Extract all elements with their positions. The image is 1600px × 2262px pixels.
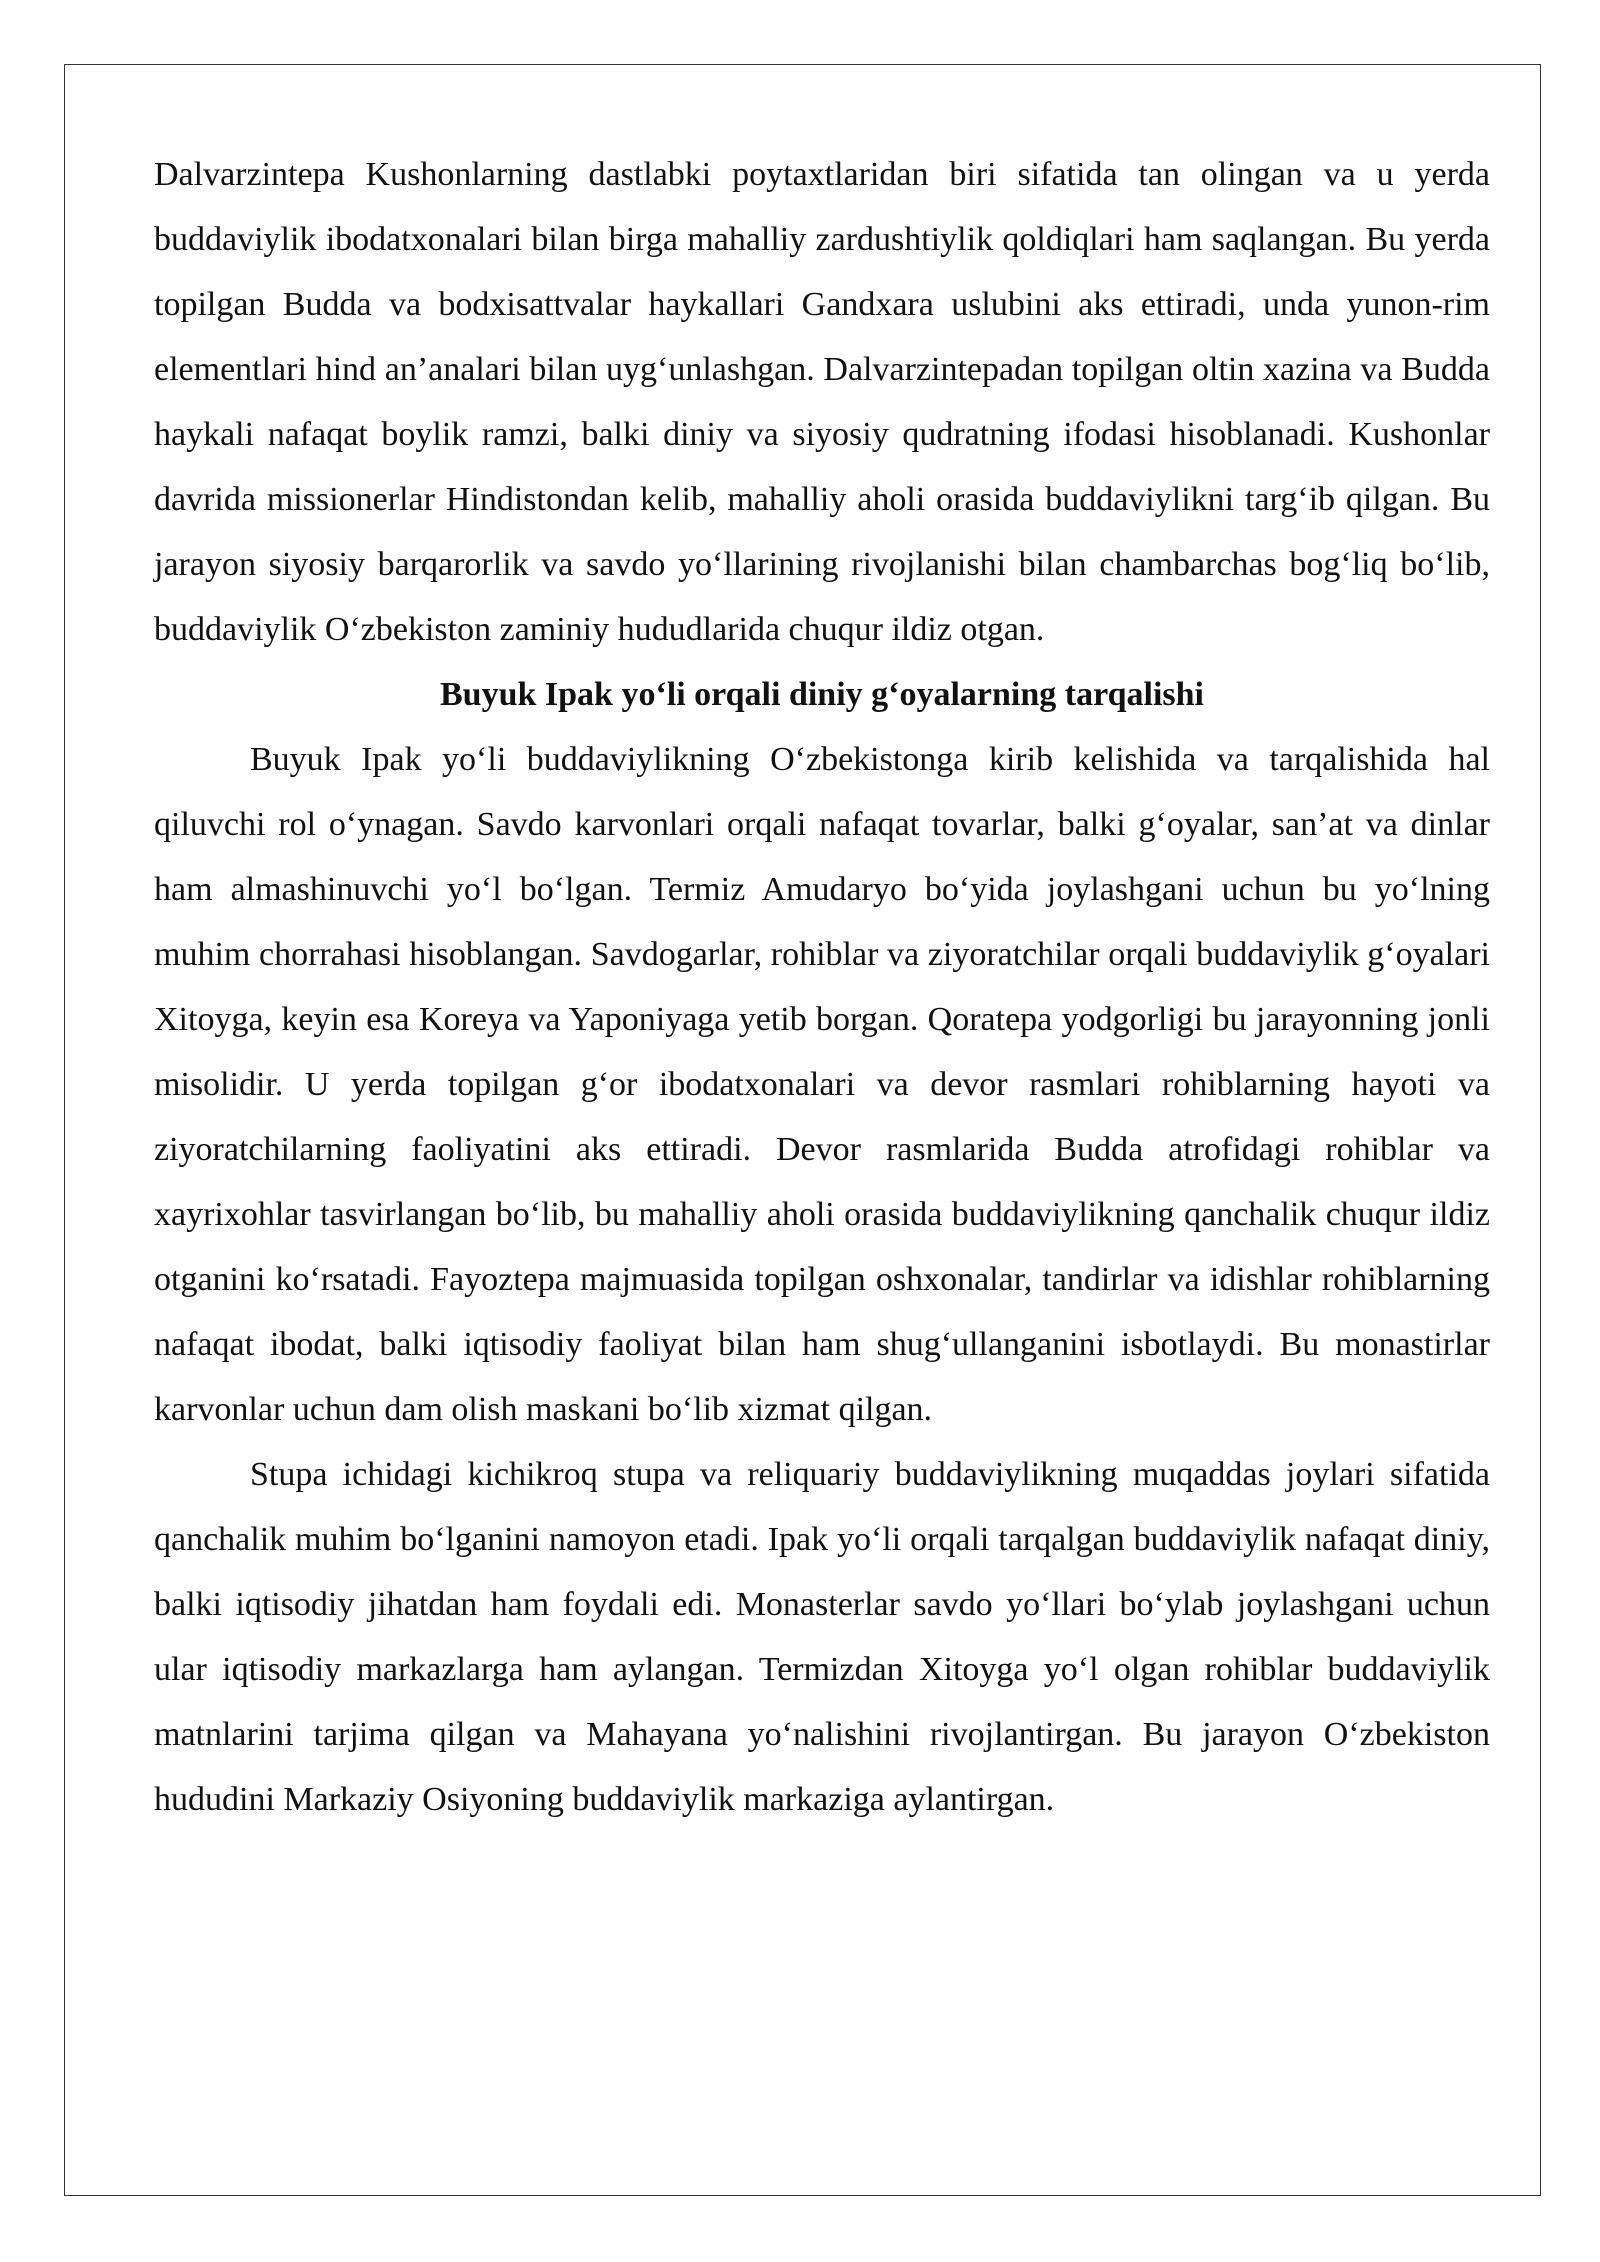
section-heading: Buyuk Ipak yo‘li orqali diniy g‘oyalarning tarqalishi: [440, 676, 1204, 713]
paragraph-dalvarzintepa: Dalvarzintepa Kushonlarning dastlabki poytaxtlaridan biri sifatida tan olingan va u yerda buddaviylik ibodatxonalari bilan birga mahalliy zardushtiylik qoldiqlari ham saqlangan. Bu yerda topilgan Budda va bodxisattvalar haykallari Gandxara uslubini aks ettiradi, unda yunon-rim elementlari hind an’analari bilan uyg‘unlashgan. Dalvarzintepadan topilgan oltin xazina va Budda haykali nafaqat boylik ramzi, balki diniy va siyosiy qudratning ifodasi hisoblanadi. Kushonlar davrida missionerlar Hindistondan kelib, mahalliy aholi orasida buddaviylikni targ‘ib qilgan. Bu jarayon siyosiy barqarorlik va savdo yo‘llarining rivojlanishi bilan chambarchas bog‘liq bo‘lib, buddaviylik O‘zbekiston zaminiy hududlarida chuqur ildiz otgan.: [154, 156, 1490, 648]
document-body: [154, 142, 1490, 1832]
paragraph-silk-road: Buyuk Ipak yo‘li buddaviylikning O‘zbekistonga kirib kelishida va tarqalishida hal qiluvchi rol o‘ynagan. Savdo karvonlari orqali nafaqat tovarlar, balki g‘oyalar, san’at va dinlar ham almashinuvchi yo‘l bo‘lgan. Termiz Amudaryo bo‘yida joylashgani uchun bu yo‘lning muhim chorrahasi hisoblangan. Savdogarlar, rohiblar va ziyoratchilar orqali buddaviylik g‘oyalari Xitoyga, keyin esa Koreya va Yaponiyaga yetib borgan. Qoratepa yodgorligi bu jarayonning jonli misolidir. U yerda topilgan g‘or ibodatxonalari va devor rasmlari rohiblarning hayoti va ziyoratchilarning faoliyatini aks ettiradi. Devor rasmlarida Budda atrofidagi rohiblar va xayrixohlar tasvirlangan bo‘lib, bu mahalliy aholi orasida buddaviylikning qanchalik chuqur ildiz otganini ko‘rsatadi. Fayoztepa majmuasida topilgan oshxonalar, tandirlar va idishlar rohiblarning nafaqat ibodat, balki iqtisodiy faoliyat bilan ham shug‘ullanganini isbotlaydi. Bu monastirlar karvonlar uchun dam olish maskani bo‘lib xizmat qilgan.: [154, 741, 1490, 1428]
paragraph-stupa: Stupa ichidagi kichikroq stupa va reliquariy buddaviylikning muqaddas joylari sifatida qanchalik muhim bo‘lganini namoyon etadi. Ipak yo‘li orqali tarqalgan buddaviylik nafaqat diniy, balki iqtisodiy jihatdan ham foydali edi. Monasterlar savdo yo‘llari bo‘ylab joylashgani uchun ular iqtisodiy markazlarga ham aylangan. Termizdan Xitoyga yo‘l olgan rohiblar buddaviylik matnlarini tarjima qilgan va Mahayana yo‘nalishini rivojlantirgan. Bu jarayon O‘zbekiston hududini Markaziy Osiyoning buddaviylik markaziga aylantirgan.: [154, 1456, 1490, 1818]
